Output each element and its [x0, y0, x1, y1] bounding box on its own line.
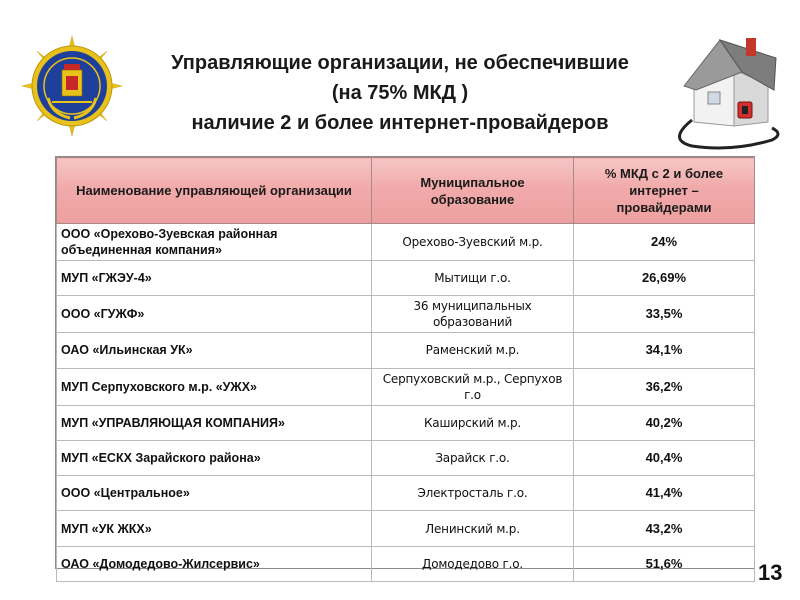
municipality-cell: Раменский м.р.: [372, 333, 574, 368]
col-header-municipality: Муниципальное образование: [372, 158, 574, 224]
table-row: [57, 405, 755, 440]
table-row: [57, 261, 755, 296]
emblem-icon: [22, 36, 122, 136]
municipality-cell: Орехово-Зуевский м.р.: [372, 224, 574, 261]
percent-cell: 24%: [574, 224, 755, 261]
table-row: [57, 368, 755, 405]
municipality-cell: Электросталь г.о.: [372, 476, 574, 511]
municipality-cell: 36 муниципальных образований: [372, 296, 574, 333]
percent-cell: 41,4%: [574, 476, 755, 511]
table-row: [57, 333, 755, 368]
percent-cell: 40,4%: [574, 440, 755, 475]
col-header-percent: % МКД с 2 и более интернет – провайдерами: [574, 158, 755, 224]
data-table: [55, 156, 755, 569]
org-cell: ООО «Центральное»: [57, 476, 372, 511]
municipality-cell: Домодедово г.о.: [372, 546, 574, 581]
table-row: [57, 476, 755, 511]
municipality-cell: Каширский м.р.: [372, 405, 574, 440]
table-row: [57, 511, 755, 546]
table-row: [57, 224, 755, 261]
org-cell: ООО «ГУЖФ»: [57, 296, 372, 333]
table-header-row: [57, 158, 755, 224]
percent-cell: 36,2%: [574, 368, 755, 405]
title-line-3: наличие 2 и более интернет-провайдеров: [191, 112, 609, 134]
percent-cell: 26,69%: [574, 261, 755, 296]
percent-cell: 43,2%: [574, 511, 755, 546]
title-line-1: Управляющие организации, не обеспечившие: [171, 52, 629, 74]
org-cell: МУП «ГЖЭУ-4»: [57, 261, 372, 296]
org-cell: МУП «УК ЖКХ»: [57, 511, 372, 546]
municipality-cell: Зарайск г.о.: [372, 440, 574, 475]
org-cell: ОАО «Домодедово-Жилсервис»: [57, 546, 372, 581]
col-header-organization: Наименование управляющей организации: [57, 158, 372, 224]
percent-cell: 34,1%: [574, 333, 755, 368]
page-number: 13: [758, 560, 783, 585]
table-row: [57, 440, 755, 475]
org-cell: МУП «УПРАВЛЯЮЩАЯ КОМПАНИЯ»: [57, 405, 372, 440]
org-cell: МУП Серпуховского м.р. «УЖХ»: [57, 368, 372, 405]
municipality-cell: Ленинский м.р.: [372, 511, 574, 546]
percent-cell: 33,5%: [574, 296, 755, 333]
title-line-2: (на 75% МКД ): [331, 82, 469, 104]
org-cell: ОАО «Ильинская УК»: [57, 333, 372, 368]
percent-cell: 51,6%: [574, 546, 755, 581]
municipality-cell: Серпуховский м.р., Серпухов г.о: [372, 368, 574, 405]
table-row: [57, 546, 755, 581]
page-title: [130, 48, 670, 138]
house-icon: [672, 30, 784, 150]
table-row: [57, 296, 755, 333]
municipality-cell: Мытищи г.о.: [372, 261, 574, 296]
org-cell: ООО «Орехово-Зуевская районная объединенная компания»: [57, 224, 372, 261]
percent-cell: 40,2%: [574, 405, 755, 440]
org-cell: МУП «ЕСКХ Зарайского района»: [57, 440, 372, 475]
